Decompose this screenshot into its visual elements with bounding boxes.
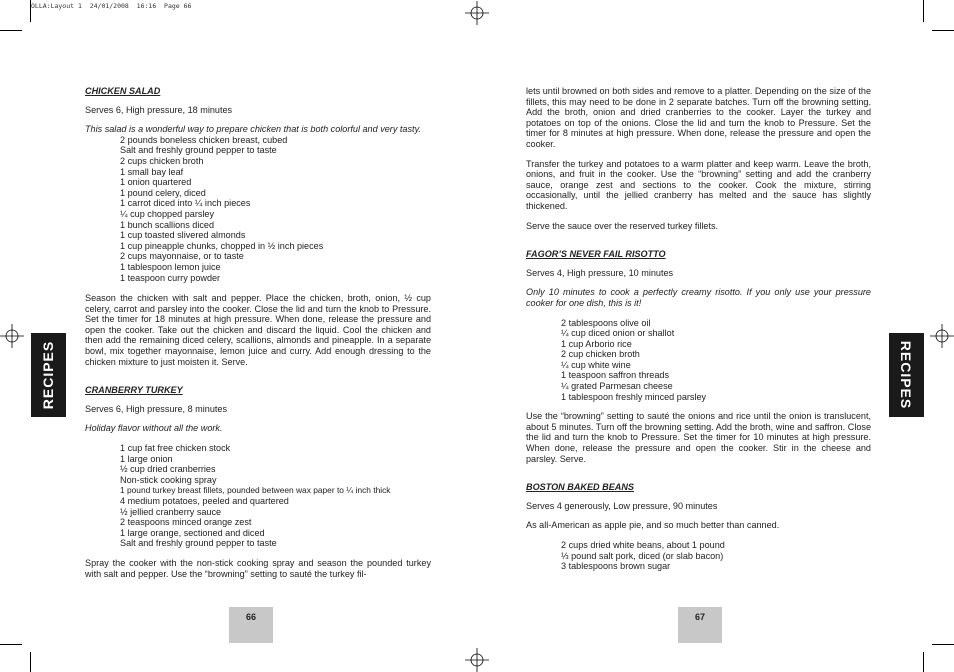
ingredient: 1 onion quartered xyxy=(120,177,192,188)
ingredient: Salt and freshly ground pepper to taste xyxy=(120,538,277,549)
ingredient: 2 cup chicken broth xyxy=(561,349,640,360)
ingredient: 1 tablespoon lemon juice xyxy=(120,261,221,272)
ingredient: 1 cup Arborio rice xyxy=(561,338,632,349)
ingredient: 4 medium potatoes, peeled and quartered xyxy=(120,496,289,506)
section-tab-right xyxy=(889,333,924,417)
ingredient: ¼ grated Parmesan cheese xyxy=(561,381,673,392)
ingredient: ½ jellied cranberry sauce xyxy=(120,506,222,517)
ingredient: 2 teaspoons minced orange zest xyxy=(120,517,252,528)
recipe-serves: Serves 4, High pressure, 10 minutes xyxy=(526,267,674,278)
recipe-method: Season the chicken with salt and pepper. Place the chicken, broth, onion, ½ cup celery, carrot and parsley into the cooker. Close the lid and turn the knob to Pressure. Set the timer for 18 minutes at high pressure. When done, release the pressure and open the cooker. Take out the chicken and discard the liquid. Cool the chicken and then add the remaining diced celery, scallions, almonds and pineapple. In a separate bowl, mix together mayonnaise, lemon juice and curry. Add enough dressing to the chicken mixture to just moisten it. Serve. xyxy=(85,293,431,367)
ingredient: 1 cup toasted slivered almonds xyxy=(120,230,246,241)
recipe-title: BOSTON BAKED BEANS xyxy=(526,482,634,493)
ingredient: 1 large orange, sectioned and diced xyxy=(120,527,265,538)
page-number xyxy=(678,607,722,643)
recipe-intro: As all-American as apple pie, and so much better than canned. xyxy=(526,520,780,531)
ingredient: 2 pounds boneless chicken breast, cubed xyxy=(120,134,288,145)
recipe-method: Serve the sauce over the reserved turkey fillets. xyxy=(526,220,719,231)
ingredient: 2 cups mayonnaise, or to taste xyxy=(120,251,244,262)
registration-mark-icon xyxy=(465,1,489,25)
recipe-serves: Serves 4 generously, Low pressure, 90 minutes xyxy=(526,500,718,511)
recipe-intro: Holiday flavor without all the work. xyxy=(85,423,223,434)
crop-mark xyxy=(0,644,22,645)
recipe-method: Use the “browning” setting to sauté the onions and rice until the onion is translucent, about 5 minutes. Turn off the browning setting. Add the broth, wine and saffron. Close the lid and turn the knob to Pressure. Set the timer for 10 minutes at high pressure. When done, release the pressure and open the cooker. Stir in the cheese and parsley. Serve. xyxy=(526,411,871,464)
ingredient: 1 bunch scallions diced xyxy=(120,219,215,230)
ingredient: 3 tablespoons brown sugar xyxy=(561,561,671,572)
registration-mark-icon xyxy=(930,324,954,348)
recipe-method: Transfer the turkey and potatoes to a warm platter and keep warm. Leave the broth, onions, and fruit in the cooker. Use the “browning” setting and add the cranberry sauce, orange zest and sections to the cooker. Cook the mixture, stirring occasionally, until the jellied cranberry has melted and the sauce has slightly thickened. xyxy=(526,158,871,211)
ingredient-list xyxy=(85,443,431,549)
section-tab-label: RECIPES xyxy=(898,340,915,410)
section-tab-left xyxy=(31,333,66,417)
ingredient-list xyxy=(85,135,431,283)
ingredient: ½ cup dried cranberries xyxy=(120,464,216,475)
ingredient: Salt and freshly ground pepper to taste xyxy=(120,145,277,156)
ingredient: 1 teaspoon saffron threads xyxy=(561,370,670,381)
page-number xyxy=(229,607,273,643)
recipe-intro: Only 10 minutes to cook a perfectly creamy risotto. If you only use your pressure cooker for one dish, this is it! xyxy=(526,287,871,308)
recipe-method: lets until browned on both sides and remove to a platter. Depending on the size of the fillets, this may need to be done in 2 separate batches. Turn off the browning setting. Add the broth, onion and dried cranberries to the cooker. Layer the turkey and potatoes on top of the onions. Close the lid and turn the knob to Pressure. Set the timer for 8 minutes at high pressure. When done, release the pressure and open the cooker. xyxy=(526,86,871,149)
ingredient: 2 tablespoons olive oil xyxy=(561,317,651,328)
ingredient: ¼ cup chopped parsley xyxy=(120,208,215,219)
ingredient: ¼ cup white wine xyxy=(561,359,631,370)
ingredient-list xyxy=(526,318,871,403)
crop-mark xyxy=(923,652,924,672)
recipe-title: CRANBERRY TURKEY xyxy=(85,385,183,396)
crop-mark xyxy=(923,0,924,22)
crop-mark xyxy=(932,644,954,645)
page-number-label: 66 xyxy=(245,612,256,622)
recipe-serves: Serves 6, High pressure, 18 minutes xyxy=(85,104,233,115)
recipe-intro: This salad is a wonderful way to prepare chicken that is both colorful and very tasty. xyxy=(85,124,421,135)
recipe-title: FAGOR’S NEVER FAIL RISOTTO xyxy=(526,249,666,260)
ingredient: Non-stick cooking spray xyxy=(120,474,217,485)
ingredient: 1 cup pineapple chunks, chopped in ½ inch pieces xyxy=(120,240,324,251)
ingredient: ¼ cup diced onion or shallot xyxy=(561,328,675,339)
crop-mark xyxy=(30,0,31,22)
crop-mark xyxy=(0,30,22,31)
crop-mark xyxy=(932,30,954,31)
ingredient: 2 cups dried white beans, about 1 pound xyxy=(561,540,725,550)
page-number-label: 67 xyxy=(694,612,705,622)
ingredient: 1 large onion xyxy=(120,453,173,464)
left-page xyxy=(85,86,431,579)
ingredient: ⅓ pound salt pork, diced (or slab bacon) xyxy=(561,550,724,561)
section-tab-label: RECIPES xyxy=(40,340,57,410)
registration-mark-icon xyxy=(0,324,24,348)
ingredient: 1 pound turkey breast fillets, pounded between wax paper to ¼ inch thick xyxy=(120,485,391,496)
right-page xyxy=(526,86,871,572)
ingredient: 1 teaspoon curry powder xyxy=(120,272,221,283)
ingredient: 1 small bay leaf xyxy=(120,166,184,177)
print-slug: OLLA:Layout 1 24/01/2008 16:16 Page 66 xyxy=(31,2,192,10)
ingredient: 1 tablespoon freshly minced parsley xyxy=(561,391,707,402)
ingredient: 1 cup fat free chicken stock xyxy=(120,443,231,454)
crop-mark xyxy=(30,652,31,672)
registration-mark-icon xyxy=(465,648,489,672)
ingredient: 2 cups chicken broth xyxy=(120,155,204,166)
recipe-method: Spray the cooker with the non-stick cooking spray and season the pounded turkey with salt and pepper. Use the “browning” setting to sauté the turkey fil- xyxy=(85,557,431,579)
ingredient-list xyxy=(526,540,871,572)
recipe-serves: Serves 6, High pressure, 8 minutes xyxy=(85,403,228,414)
recipe-title: CHICKEN SALAD xyxy=(85,86,161,96)
ingredient: 1 pound celery, diced xyxy=(120,187,206,198)
ingredient: 1 carrot diced into ¼ inch pieces xyxy=(120,198,251,209)
